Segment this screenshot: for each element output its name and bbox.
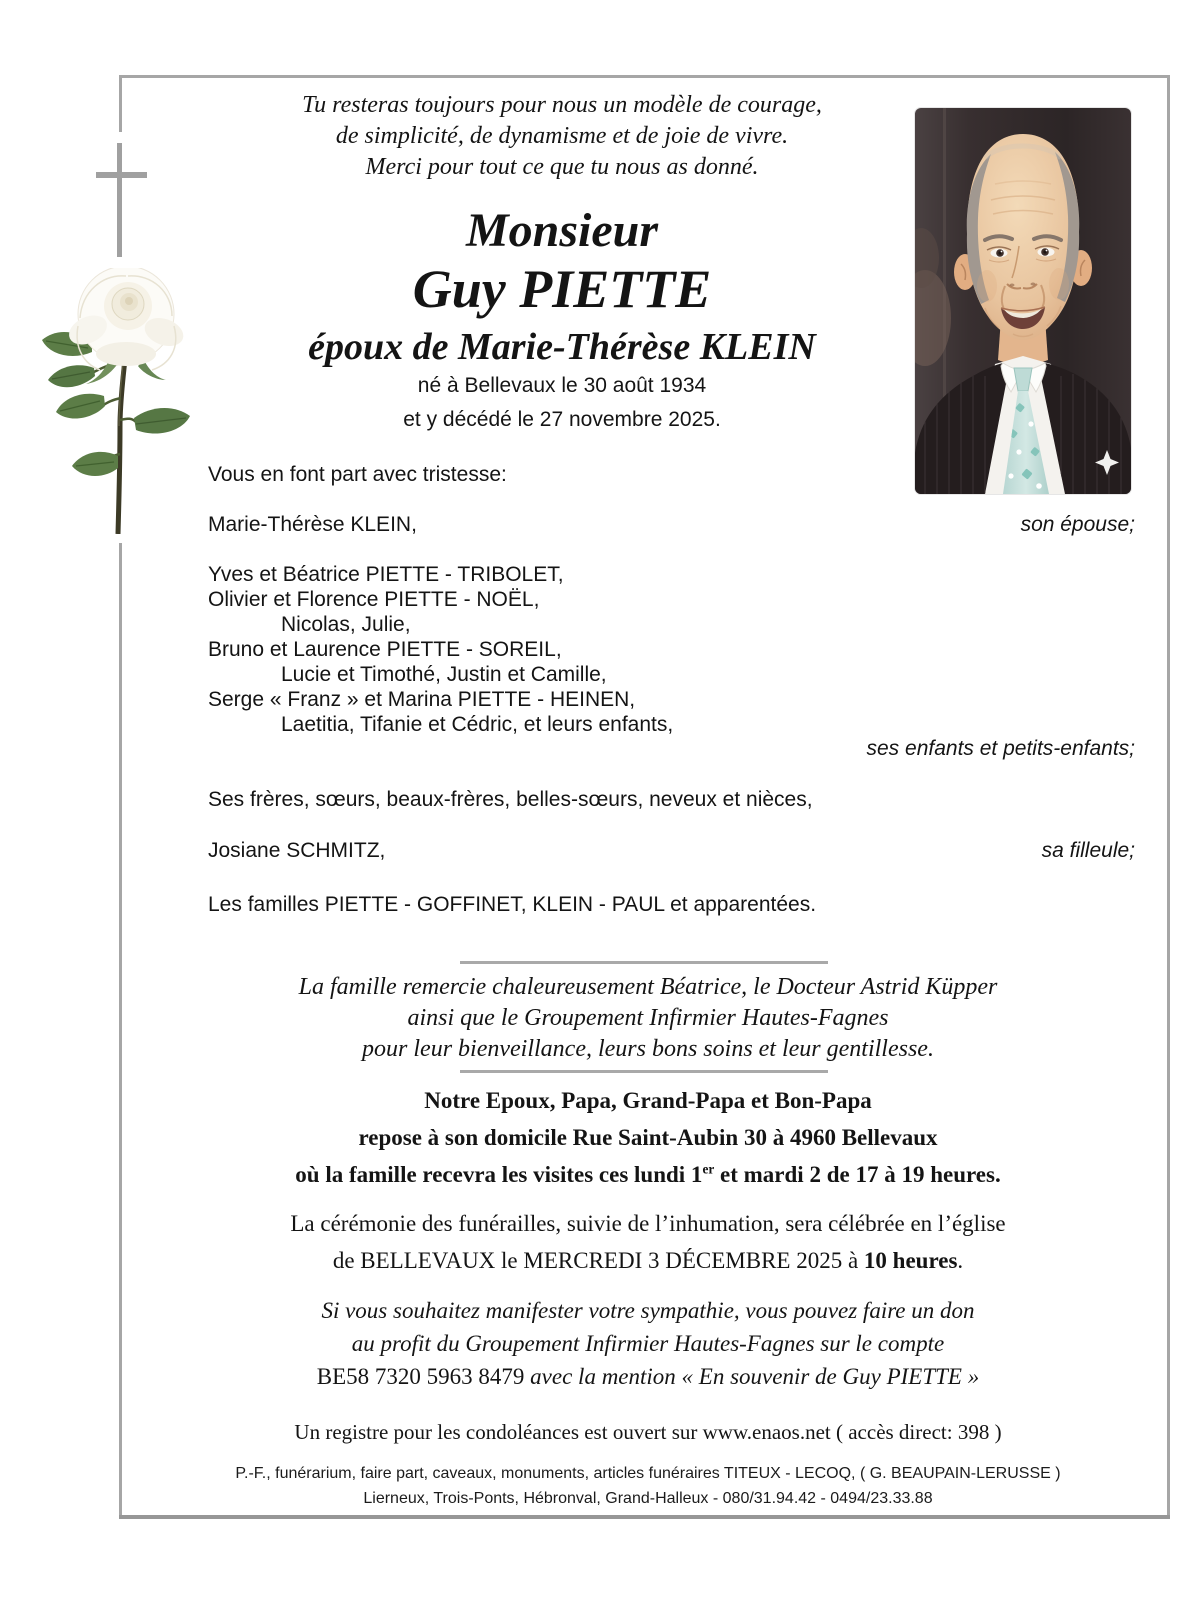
donation-block xyxy=(128,1294,1168,1393)
announcement-intro: Vous en font part avec tristesse: xyxy=(208,463,507,486)
thanks-line-1: La famille remercie chaleureusement Béatrice, le Docteur Astrid Küpper xyxy=(298,974,998,1000)
page-border-left-upper xyxy=(119,75,122,132)
wake-line-1: Notre Epoux, Papa, Grand-Papa et Bon-Papa xyxy=(424,1088,872,1113)
spouse-relation: époux de Marie-Thérèse KLEIN xyxy=(308,326,816,368)
memorial-quote xyxy=(130,90,994,183)
deceased-name: Guy PIETTE xyxy=(412,259,712,319)
page-border-top xyxy=(119,75,1170,78)
page-border-bottom xyxy=(119,1515,1170,1519)
children-line-2: Olivier et Florence PIETTE - NOËL, xyxy=(208,588,540,611)
ceremony-line-2 xyxy=(128,1242,1168,1279)
donation-line-1: Si vous souhaitez manifester votre sympathie, vous pouvez faire un don xyxy=(321,1298,975,1323)
children-role: ses enfants et petits-enfants; xyxy=(866,737,1135,760)
salutation: Monsieur xyxy=(465,204,659,257)
thanks-block xyxy=(128,972,1168,1065)
death-line: et y décédé le 27 novembre 2025. xyxy=(403,408,721,431)
goddaughter-name: Josiane SCHMITZ, xyxy=(208,839,386,862)
wake-line-2: repose à son domicile Rue Saint-Aubin 30 à 4960 Bellevaux xyxy=(358,1125,938,1150)
wake-line-3-prefix: où la famille recevra les visites ces lundi 1 xyxy=(295,1162,703,1187)
funeral-home-footer xyxy=(128,1461,1168,1511)
thanks-line-3: pour leur bienveillance, leurs bons soins et leur gentillesse. xyxy=(362,1036,934,1062)
registry-line: Un registre pour les condoléances est ouvert sur www.enaos.net ( accès direct: 398 ) xyxy=(294,1420,1002,1444)
page-border-left-lower xyxy=(119,543,122,1515)
wake-block xyxy=(128,1082,1168,1193)
donation-line-2: au profit du Groupement Infirmier Hautes-Fagnes sur le compte xyxy=(351,1331,945,1356)
donation-line-3 xyxy=(128,1360,1168,1393)
thanks-line-2: ainsi que le Groupement Infirmier Hautes-Fagnes xyxy=(407,1005,889,1031)
ceremony-time: 10 heures xyxy=(863,1248,958,1273)
divider-top xyxy=(460,961,828,964)
children-line-3: Nicolas, Julie, xyxy=(281,613,411,636)
donation-mention: avec la mention « En souvenir de Guy PIETTE » xyxy=(524,1364,980,1389)
wake-line-3-ordinal: er xyxy=(702,1161,715,1177)
children-line-5: Lucie et Timothé, Justin et Camille, xyxy=(281,663,607,686)
children-line-4: Bruno et Laurence PIETTE - SOREIL, xyxy=(208,638,562,661)
donation-iban: BE58 7320 5963 8479 xyxy=(316,1364,525,1389)
spouse-role: son épouse; xyxy=(1020,513,1135,536)
ceremony-line-2-suffix: . xyxy=(957,1248,964,1273)
wake-line-3 xyxy=(128,1156,1168,1193)
goddaughter-role: sa filleule; xyxy=(1041,839,1135,862)
quote-line-2: de simplicité, de dynamisme et de joie de vivre. xyxy=(335,123,789,149)
wake-line-3-suffix: et mardi 2 de 17 à 19 heures. xyxy=(714,1162,1001,1187)
children-line-1: Yves et Béatrice PIETTE - TRIBOLET, xyxy=(208,563,564,586)
children-list xyxy=(208,562,968,737)
quote-line-1: Tu resteras toujours pour nous un modèle de courage, xyxy=(302,92,822,118)
footer-line-2: Lierneux, Trois-Ponts, Hébronval, Grand-Halleux - 080/31.94.42 - 0494/23.33.88 xyxy=(363,1490,933,1507)
ceremony-line-2-prefix: de BELLEVAUX le MERCREDI 3 DÉCEMBRE 2025 à xyxy=(332,1248,864,1273)
divider-bottom xyxy=(460,1070,828,1073)
ceremony-block xyxy=(128,1205,1168,1279)
quote-line-3: Merci pour tout ce que tu nous as donné. xyxy=(365,154,759,180)
children-line-6: Serge « Franz » et Marina PIETTE - HEINEN, xyxy=(208,688,636,711)
footer-line-1: P.-F., funérarium, faire part, caveaux, monuments, articles funéraires TITEUX - LECOQ, ( G. BEAUPAIN-LERUSSE ) xyxy=(235,1465,1061,1482)
siblings-line: Ses frères, sœurs, beaux-frères, belles-sœurs, neveux et nièces, xyxy=(208,788,813,811)
children-line-7: Laetitia, Tifanie et Cédric, et leurs enfants, xyxy=(281,713,674,736)
spouse-name: Marie-Thérèse KLEIN, xyxy=(208,513,417,536)
ceremony-line-1: La cérémonie des funérailles, suivie de l’inhumation, sera célébrée en l’église xyxy=(290,1211,1006,1236)
birth-line: né à Bellevaux le 30 août 1934 xyxy=(417,374,707,397)
families-line: Les familles PIETTE - GOFFINET, KLEIN - PAUL et apparentées. xyxy=(208,893,817,916)
